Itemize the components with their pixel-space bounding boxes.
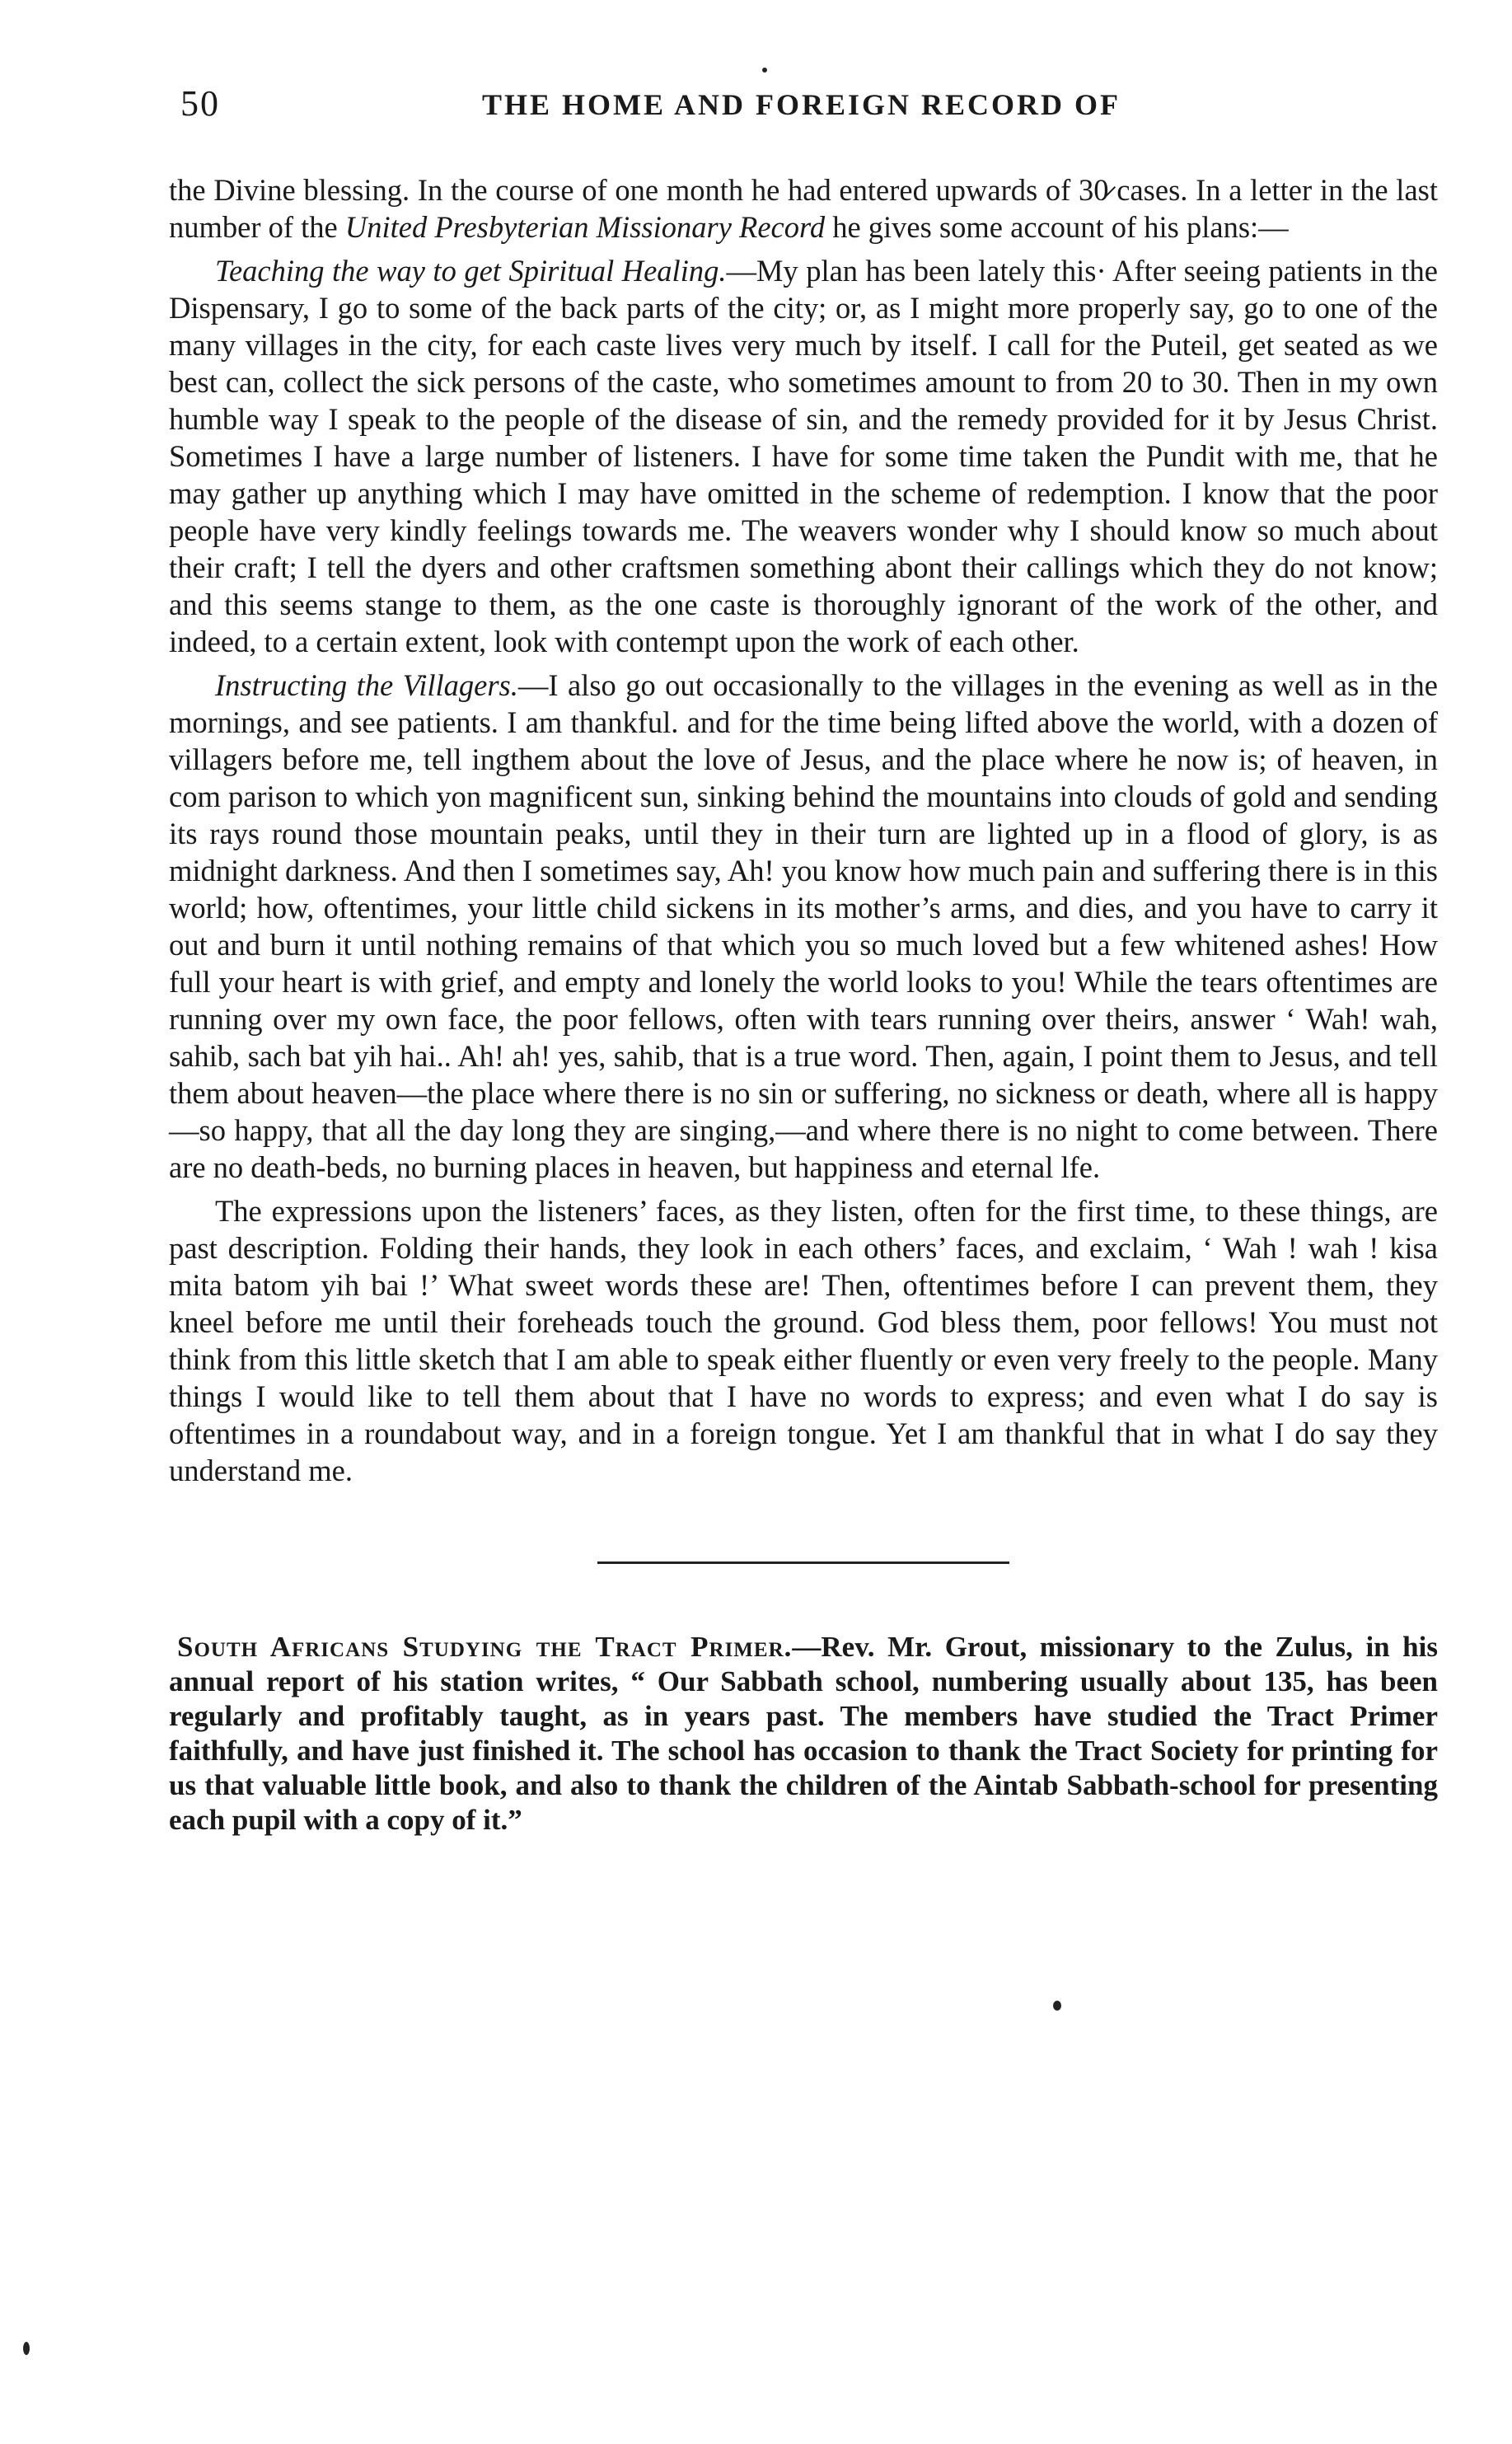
section-heading-instructing-villagers: Instructing the Villagers. <box>215 668 518 702</box>
page <box>169 82 1438 1838</box>
paragraph-instructing-villagers <box>169 667 1438 1186</box>
paragraph-intro <box>169 171 1438 246</box>
publication-title: United Presbyterian Missionary Record <box>344 210 826 244</box>
section-text-spiritual-healing: —My plan has been lately this· After seeing patients in the Dispensary, I go to some of the back parts of the city; or, as I might more properly say, go to one of the many villages in the city, for each caste lives very much by itself. I call for the Puteil, get seated as we best can, collect the sick persons of the caste, who sometimes amount to from 20 to 30. Then in my own humble way I speak to the people of the disease of sin, and the remedy provided for it by Jesus Christ. Sometimes I have a large number of listeners. I have for some time taken the Pundit with me, that he may gather up anything which I may have omitted in the scheme of redemption. I know that the poor people have very kindly feelings towards me. The weavers wonder why I should know so much about their craft; I tell the dyers and other craftsmen something abont their callings which they do not know; and this seems stange to them, as the one caste is thoroughly ignorant of the work of the other, and indeed, to a certain extent, look with contempt upon the work of each other. <box>169 254 1438 658</box>
article-body <box>169 171 1438 1489</box>
intro-text-b: he gives some account of his plans:— <box>825 210 1289 244</box>
print-speck <box>762 68 767 73</box>
note-heading: South Africans Studying the Tract Primer. <box>177 1631 793 1663</box>
news-note <box>169 1630 1438 1838</box>
paragraph-spiritual-healing <box>169 252 1438 660</box>
section-heading-spiritual-healing: Teaching the way to get Spiritual Healing. <box>215 254 727 288</box>
page-number: 50 <box>180 83 220 124</box>
print-speck <box>23 2342 30 2355</box>
note-text: —Rev. Mr. Grout, missionary to the Zulus, in his annual report of his station writes, “ Our Sabbath school, numbering usually about 135, has been regularly and profitably taught, as in years past. The members have studied the Tract Primer faithfully, and have just finished it. The school has occasion to thank the Tract Society for printing for us that valuable little book, and also to thank the children of the Aintab Sabbath-school for presenting each pupil with a copy of it.” <box>169 1631 1438 1836</box>
section-divider <box>597 1561 1009 1564</box>
section-text-expressions: The expressions upon the listeners’ faces, as they listen, often for the first time, to these things, are past description. Folding their hands, they look in each others’ faces, and exclaim, ‘ Wah ! wah ! kisa mita batom yih bai !’ What sweet words these are! Then, oftentimes before I can prevent them, they kneel before me until their foreheads touch the ground. God bless them, poor fellows! You must not think from this little sketch that I am able to speak either fluently or even very freely to the people. Many things I would like to tell them about that I have no words to express; and even what I do say is oftentimes in a roundabout way, and in a foreign tongue. Yet I am thankful that in what I do say they understand me. <box>169 1194 1438 1487</box>
paragraph-expressions <box>169 1192 1438 1489</box>
print-speck <box>1053 2001 1061 2011</box>
intro-text-a: the Divine blessing. In the course of one month he had entered upwards of 30̷ cases. In a letter in the last number of the <box>169 173 1438 244</box>
paragraph-tract-primer <box>169 1630 1438 1838</box>
page-header <box>169 82 1438 132</box>
running-title: THE HOME AND FOREIGN RECORD OF <box>482 88 1121 121</box>
section-text-instructing-villagers: —I also go out occasionally to the villages in the evening as well as in the mornings, and see patients. I am thankful. and for the time being lifted above the world, with a dozen of villagers before me, tell ingthem about the love of Jesus, and the place where he now is; of heaven, in com parison to which yon magnificent sun, sinking behind the mountains into clouds of gold and sending its rays round those mountain peaks, until they in their turn are lighted up in a flood of glory, is as midnight darkness. And then I sometimes say, Ah! you know how much pain and suffering there is in this world; how, oftentimes, your little child sickens in its mother’s arms, and dies, and you have to carry it out and burn it until nothing remains of that which you so much loved but a few whitened ashes! How full your heart is with grief, and empty and lonely the world looks to you! While the tears oftentimes are running over my own face, the poor fellows, often with tears running over theirs, answer ‘ Wah! wah, sahib, sach bat yih hai.. Ah! ah! yes, sahib, that is a true word. Then, again, I point them to Jesus, and tell them about heaven—the place where there is no sin or suffering, no sickness or death, where all is happy —so happy, that all the day long they are singing,—and where there is no night to come between. There are no death-beds, no burning places in heaven, but happiness and eternal lfe. <box>169 668 1439 1184</box>
